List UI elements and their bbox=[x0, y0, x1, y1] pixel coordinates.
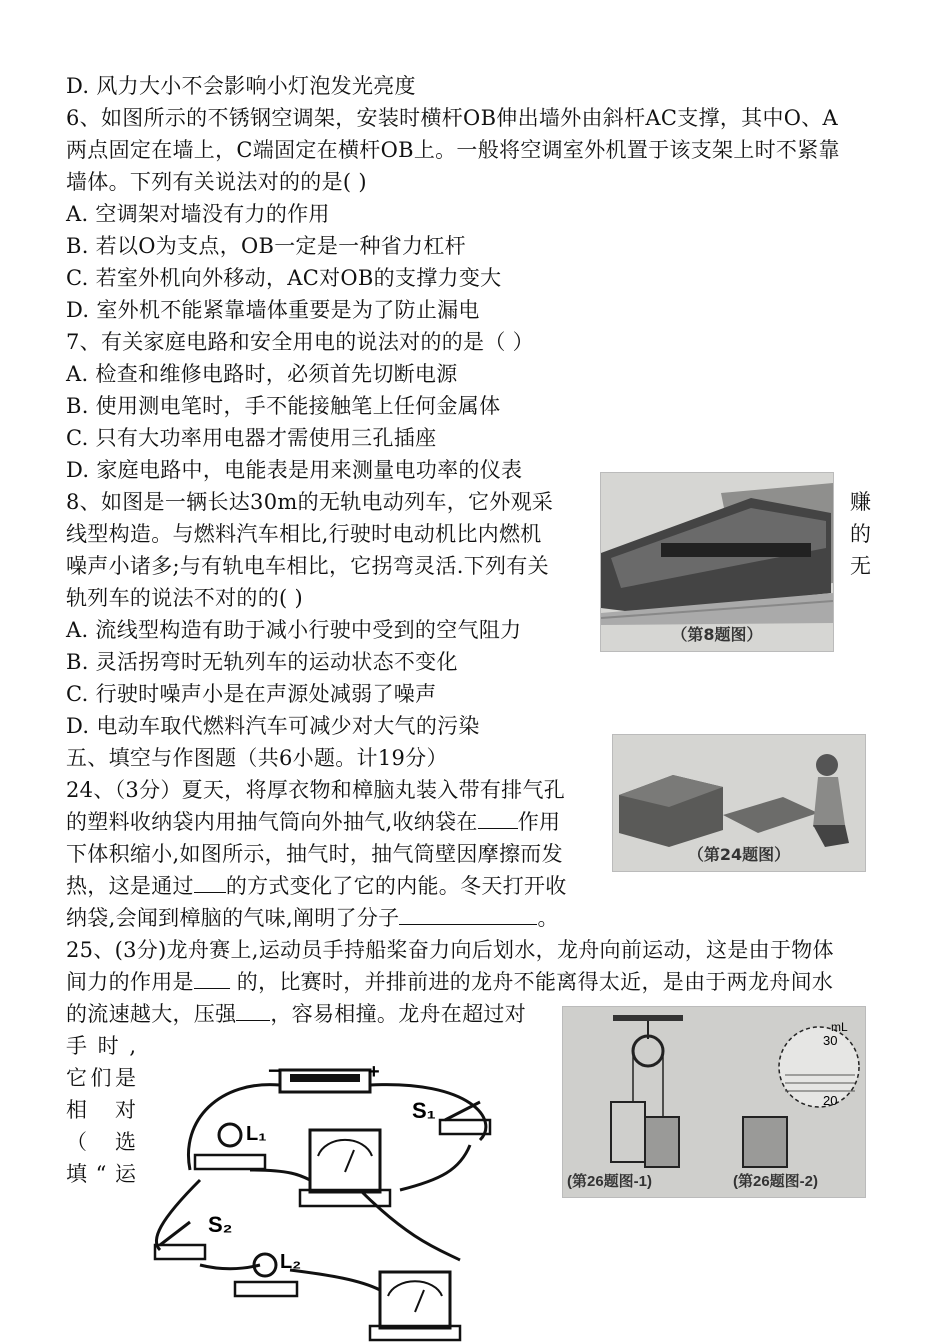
switch-s1-label: S₁ bbox=[412, 1098, 436, 1123]
q25-blank-2[interactable] bbox=[236, 998, 270, 1021]
q25-line2-text-b: 的，比赛时，并排前进的龙舟不能离得太近，是由于两龙舟间水 bbox=[229, 970, 834, 994]
bulb-l2-label: L₂ bbox=[280, 1251, 302, 1273]
section-five-heading: 五、填空与作图题（共6小题。计19分） bbox=[66, 746, 448, 770]
figure-24-storage-bags bbox=[612, 734, 866, 872]
q8-overflow-word-2: 的 bbox=[850, 522, 872, 546]
q8-stem-line2: 线型构造。与燃料汽车相比,行驶时电动机比内燃机 bbox=[66, 522, 542, 546]
q7-option-b: B. 使用测电笔时，手不能接触笔上任何金属体 bbox=[66, 394, 501, 418]
pulley-wheel-icon bbox=[633, 1036, 663, 1066]
fig26-20-label: 20 bbox=[823, 1093, 838, 1108]
q24-line5-text-b: 。 bbox=[537, 906, 559, 930]
battery-plus-label: + bbox=[368, 1061, 380, 1083]
q25-narrow-line4: （ 选 bbox=[66, 1130, 136, 1154]
q6-option-c: C. 若室外机向外移动，AC对OB的支撑力变大 bbox=[66, 266, 502, 290]
q7-stem: 7、有关家庭电路和安全用电的说法对的的是（ ） bbox=[66, 330, 534, 354]
battery-minus-label: − bbox=[268, 1060, 281, 1083]
q8-stem-line4: 轨列车的说法不对的的( ) bbox=[66, 586, 303, 610]
figure-24-caption: （第24题图） bbox=[687, 845, 791, 864]
q24-line4 bbox=[66, 870, 567, 902]
q24-blank-3[interactable] bbox=[399, 902, 537, 925]
q24-line2 bbox=[66, 806, 560, 838]
q25-line1: 25、(3分)龙舟赛上,运动员手持船桨奋力向后划水，龙舟向前运动，这是由于物体 bbox=[66, 938, 834, 962]
q25-narrow-line2: 它们是 bbox=[66, 1066, 136, 1090]
q8-option-a: A. 流线型构造有助于减小行驶中受到的空气阻力 bbox=[66, 618, 522, 642]
q7-option-c: C. 只有大功率用电器才需使用三孔插座 bbox=[66, 426, 437, 450]
q24-line2-text-a: 的塑料收纳袋内用抽气筒向外抽气,收纳袋在 bbox=[66, 810, 478, 834]
q8-stem-line3: 噪声小诸多;与有轨电车相比，它拐弯灵活.下列有关 bbox=[66, 554, 549, 578]
switch-s2-label: S₂ bbox=[208, 1212, 233, 1237]
q8-option-b: B. 灵活拐弯时无轨列车的运动状态不变化 bbox=[66, 650, 458, 674]
q7-option-a: A. 检查和维修电路时，必须首先切断电源 bbox=[66, 362, 458, 386]
q24-blank-1[interactable] bbox=[478, 806, 518, 829]
fig26-30-label: 30 bbox=[823, 1033, 838, 1048]
bulb-l1-label: L₁ bbox=[246, 1123, 267, 1145]
q8-option-c: C. 行驶时噪声小是在声源处减弱了噪声 bbox=[66, 682, 437, 706]
figure-8-train-photo bbox=[600, 472, 834, 652]
q6-stem-line3: 墙体。下列有关说法对的的是( ) bbox=[66, 170, 367, 194]
person-head-icon bbox=[816, 754, 838, 776]
q24-line5-text-a: 纳袋,会闻到樟脑的气味,阐明了分子 bbox=[66, 906, 400, 930]
figure-26-caption-2: (第26题图-2) bbox=[733, 1173, 819, 1190]
q25-line2 bbox=[66, 966, 833, 998]
q24-blank-2[interactable] bbox=[194, 870, 226, 893]
q6-option-a: A. 空调架对墙没有力的作用 bbox=[66, 202, 330, 226]
q24-line3: 下体积缩小,如图所示，抽气时，抽气筒壁因摩擦而发 bbox=[66, 842, 563, 866]
q24-line5 bbox=[66, 902, 559, 934]
bulb-l1-icon bbox=[219, 1124, 241, 1146]
figure-8-caption: （第8题图） bbox=[671, 625, 763, 644]
q24-line4-text-b: 的方式变化了它的内能。冬天打开收 bbox=[225, 874, 567, 898]
q6-option-d: D. 室外机不能紧靠墙体重要是为了防止漏电 bbox=[66, 298, 480, 322]
q24-line4-text-a: 热，这是通过 bbox=[66, 874, 194, 898]
fig26-ml-label: mL bbox=[831, 1020, 848, 1034]
q6-stem-line1: 6、如图所示的不锈钢空调架，安装时横杆OB伸出墙外由斜杆AC支撑，其中O、A bbox=[66, 106, 839, 130]
q6-stem-line2: 两点固定在墙上，C端固定在横杆OB上。一般将空调室外机置于该支架上时不紧靠 bbox=[66, 138, 840, 162]
q24-line2-text-b: 作用 bbox=[517, 810, 561, 834]
figure-26-caption-1: (第26题图-1) bbox=[567, 1173, 653, 1190]
q25-line2-text-a: 间力的作用是 bbox=[66, 970, 194, 994]
q25-narrow-line5: 填“运 bbox=[66, 1162, 136, 1186]
q8-stem-line1: 8、如图是一辆长达30m的无轨电动列车，它外观采 bbox=[66, 490, 554, 514]
q25-line3-text-b: ，容易相撞。龙舟在超过对 bbox=[270, 1002, 527, 1026]
q25-blank-1[interactable] bbox=[194, 966, 230, 989]
circuit-diagram bbox=[140, 1060, 500, 1344]
q25-line3-text-a: 的流速越大，压强 bbox=[66, 1002, 237, 1026]
q5-option-d: D. 风力大小不会影响小灯泡发光亮度 bbox=[66, 74, 416, 98]
q25-narrow-line1: 手 时 , bbox=[66, 1034, 136, 1058]
figure-26-pulley-cylinder bbox=[562, 1006, 866, 1198]
switch-s2-icon bbox=[155, 1245, 205, 1259]
q8-overflow-word-1: 赚 bbox=[850, 490, 872, 514]
q8-overflow-word-3: 无 bbox=[850, 554, 872, 578]
switch-s1-icon bbox=[440, 1120, 490, 1134]
q8-option-d: D. 电动车取代燃料汽车可减少对大气的污染 bbox=[66, 714, 480, 738]
q24-line1: 24、（3分）夏天，将厚衣物和樟脑丸装入带有排气孔 bbox=[66, 778, 566, 802]
q7-option-d: D. 家庭电路中，电能表是用来测量电功率的仪表 bbox=[66, 458, 523, 482]
q6-option-b: B. 若以O为支点，OB一定是一种省力杠杆 bbox=[66, 234, 466, 258]
pulley-illustration bbox=[563, 1007, 865, 1197]
q25-narrow-line3: 相 对 bbox=[66, 1098, 136, 1122]
q25-line3 bbox=[66, 998, 526, 1030]
